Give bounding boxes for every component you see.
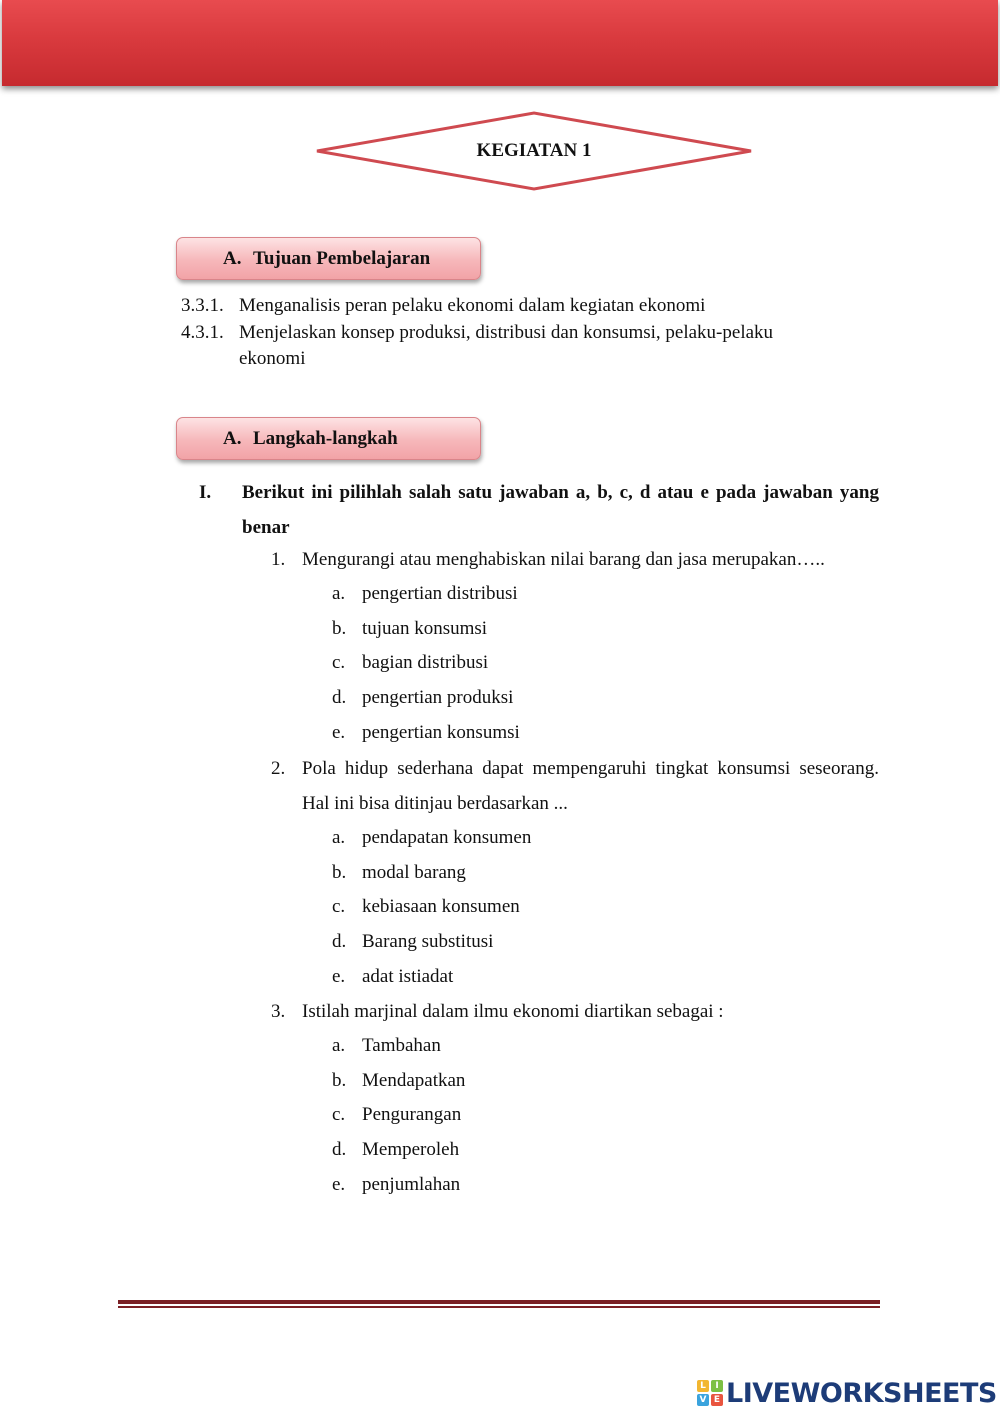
option-letter: c. (332, 652, 346, 674)
option-text: modal barang (362, 861, 466, 883)
option-letter: a. (332, 583, 346, 604)
option-letter: a. (332, 1035, 346, 1056)
question-text: Mengurangi atau menghabiskan nilai barang dan jasa merupakan….. (302, 549, 825, 570)
question-number: 2. (271, 758, 286, 779)
instruction-numeral: I. (199, 482, 212, 503)
option-text: pengertian distribusi (362, 583, 518, 604)
option-text: Memperoleh (362, 1139, 460, 1161)
logo-tile: E (711, 1394, 723, 1406)
option-list (332, 1029, 879, 1202)
option-e[interactable] (332, 960, 879, 995)
option-letter: e. (332, 721, 346, 743)
option-text: adat istiadat (362, 965, 454, 987)
option-a[interactable] (332, 1029, 879, 1064)
option-text: penjumlahan (362, 1173, 461, 1195)
objective-item (181, 320, 821, 372)
objective-text: Menjelaskan konsep produksi, distribusi dan konsumsi, pelaku-pelaku (239, 322, 774, 343)
objective-code: 3.3.1. (181, 295, 224, 316)
question-number: 3. (271, 1001, 286, 1022)
option-a[interactable] (332, 577, 879, 612)
option-text: pengertian konsumsi (362, 721, 520, 743)
question-text: Istilah marjinal dalam ilmu ekonomi diartikan sebagai : (302, 1001, 724, 1022)
activity-title-banner (314, 110, 754, 192)
objective-text-continued: ekonomi (239, 348, 306, 369)
option-list (332, 577, 879, 750)
logo-tile: L (697, 1380, 709, 1392)
section-mark: A. (223, 248, 242, 269)
option-b[interactable] (332, 856, 879, 891)
logo-tile: I (711, 1380, 723, 1392)
option-text: bagian distribusi (362, 652, 489, 674)
objective-item (181, 293, 821, 319)
question-1 (271, 542, 879, 750)
liveworksheets-brand[interactable] (697, 1376, 997, 1410)
option-letter: c. (332, 896, 346, 918)
option-text: Pengurangan (362, 1104, 462, 1126)
option-text: tujuan konsumsi (362, 617, 488, 639)
option-d[interactable] (332, 925, 879, 960)
option-text: kebiasaan konsumen (362, 896, 520, 918)
activity-title: KEGIATAN 1 (476, 140, 592, 161)
question-text: Pola hidup sederhana dapat mempengaruhi tingkat konsumsi seseorang. Hal ini bisa ditinjau berdasarkan ... (302, 758, 879, 814)
section-header-steps (176, 417, 481, 460)
option-e[interactable] (332, 1168, 879, 1203)
option-d[interactable] (332, 681, 879, 716)
option-text: Mendapatkan (362, 1069, 466, 1091)
question-number: 1. (271, 549, 286, 570)
option-text: Tambahan (362, 1035, 441, 1056)
option-c[interactable] (332, 890, 879, 925)
option-a[interactable] (332, 821, 879, 856)
brand-name: LIVEWORKSHEETS (726, 1377, 997, 1409)
option-c[interactable] (332, 646, 879, 681)
option-b[interactable] (332, 612, 879, 647)
option-b[interactable] (332, 1064, 879, 1099)
option-text: pendapatan konsumen (362, 827, 532, 848)
logo-tile: V (697, 1394, 709, 1406)
option-text: pengertian produksi (362, 687, 514, 709)
objective-text: Menganalisis peran pelaku ekonomi dalam kegiatan ekonomi (239, 295, 706, 316)
section-title: Langkah-langkah (253, 428, 398, 449)
option-letter: b. (332, 617, 347, 639)
option-letter: c. (332, 1104, 346, 1126)
option-d[interactable] (332, 1133, 879, 1168)
question-3 (271, 994, 879, 1202)
option-letter: e. (332, 965, 346, 987)
option-letter: d. (332, 1139, 347, 1161)
instruction-text: Berikut ini pilihlah salah satu jawaban a, b, c, d atau e pada jawaban yang benar (242, 482, 879, 538)
option-letter: d. (332, 687, 347, 709)
liveworksheets-logo-icon (697, 1380, 723, 1406)
objective-code: 4.3.1. (181, 322, 224, 343)
option-e[interactable] (332, 716, 879, 751)
option-c[interactable] (332, 1098, 879, 1133)
option-list (332, 821, 879, 994)
option-letter: d. (332, 931, 347, 953)
option-letter: b. (332, 861, 347, 883)
section-title: Tujuan Pembelajaran (253, 248, 431, 269)
option-text: Barang substitusi (362, 931, 494, 953)
section-mark: A. (223, 428, 242, 449)
footer-divider (118, 1300, 880, 1308)
option-letter: b. (332, 1069, 347, 1091)
question-2 (271, 751, 879, 994)
option-letter: e. (332, 1173, 346, 1195)
header-bar (2, 0, 998, 86)
instruction (199, 475, 879, 545)
section-header-objectives (176, 237, 481, 280)
option-letter: a. (332, 827, 346, 848)
